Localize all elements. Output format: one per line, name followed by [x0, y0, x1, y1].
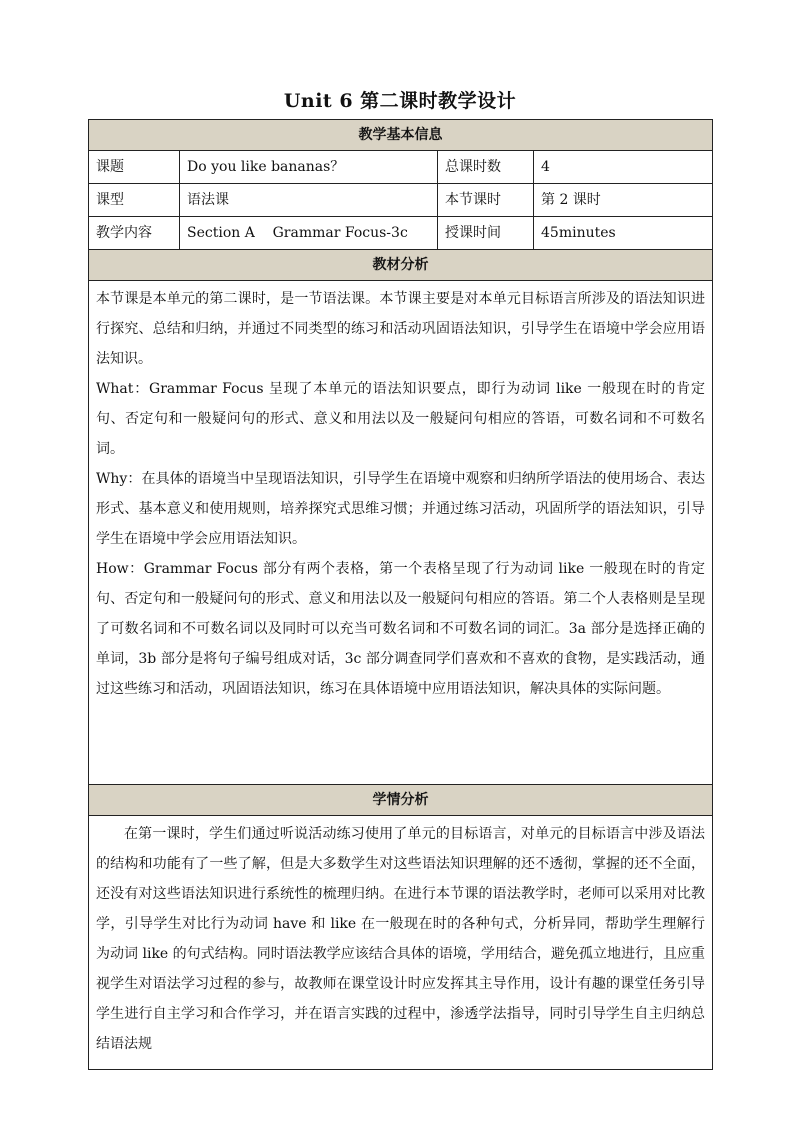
info-label: 课题 — [89, 151, 180, 184]
info-value: 4 — [534, 151, 713, 184]
textbook-analysis-header-row — [89, 250, 713, 281]
learner-analysis-header-row — [89, 785, 713, 816]
textbook-analysis-body — [89, 281, 713, 785]
basic-info-heading: 教学基本信息 — [89, 120, 713, 151]
info-label: 总课时数 — [438, 151, 534, 184]
learner-analysis-body — [89, 816, 713, 1070]
info-label: 本节课时 — [438, 184, 534, 217]
info-value: 语法课 — [180, 184, 438, 217]
analysis-paragraph: Why：在具体的语境当中呈现语法知识，引导学生在语境中观察和归纳所学语法的使用场合、表达形式、基本意义和使用规则，培养探究式思维习惯；并通过练习活动，巩固所学的语法知识，引导学生在语境中学会应用语法知识。 — [96, 471, 705, 547]
info-value: Section A Grammar Focus-3c — [180, 217, 438, 250]
learner-analysis-row — [89, 816, 713, 1070]
info-label: 教学内容 — [89, 217, 180, 250]
info-value: 45minutes — [534, 217, 713, 250]
info-row — [89, 184, 713, 217]
info-label: 授课时间 — [438, 217, 534, 250]
learner-paragraph: 在第一课时，学生们通过听说活动练习使用了单元的目标语言，对单元的目标语言中涉及语法的结构和功能有了一些了解，但是大多数学生对这些语法知识理解的还不透彻，掌握的还不全面，还没有对这些语法知识进行系统性的梳理归纳。在进行本节课的语法教学时，老师可以采用对比教学，引导学生对比行为动词 have 和 like 在一般现在时的各种句式，分析异同，帮助学生理解行为动词 like 的句式结构。同时语法教学应该结合具体的语境，学用结合，避免孤立地进行，且应重视学生对语法学习过程的参与，故教师在课堂设计时应发挥其主导作用，设计有趣的课堂任务引导学生进行自主学习和合作学习，并在语言实践的过程中，渗透学法指导，同时引导学生自主归纳总结语法规 — [96, 826, 705, 1052]
info-row — [89, 151, 713, 184]
lesson-plan-table — [88, 119, 713, 1070]
analysis-paragraph: 本节课是本单元的第二课时，是一节语法课。本节课主要是对本单元目标语言所涉及的语法知识进行探究、总结和归纳，并通过不同类型的练习和活动巩固语法知识，引导学生在语境中学会应用语法知识。 — [96, 291, 705, 367]
info-label: 课型 — [89, 184, 180, 217]
document-title: Unit 6 第二课时教学设计 — [283, 90, 517, 112]
info-value: Do you like bananas？ — [180, 151, 438, 184]
analysis-paragraph: How：Grammar Focus 部分有两个表格，第一个表格呈现了行为动词 like 一般现在时的肯定句、否定句和一般疑问句的形式、意义和用法以及一般疑问句相应的答语。第二个人表格则是呈现了可数名词和不可数名词以及同时可以充当可数名词和不可数名词的词汇。3a 部分是选择正确的单词，3b 部分是将句子编号组成对话，3c 部分调查同学们喜欢和不喜欢的食物，是实践活动，通过这些练习和活动，巩固语法知识，练习在具体语境中应用语法知识，解决具体的实际问题。 — [96, 561, 705, 697]
textbook-analysis-row — [89, 281, 713, 785]
basic-info-header-row — [89, 120, 713, 151]
info-row — [89, 217, 713, 250]
learner-analysis-heading: 学情分析 — [89, 785, 713, 816]
textbook-analysis-heading: 教材分析 — [89, 250, 713, 281]
info-value: 第 2 课时 — [534, 184, 713, 217]
analysis-paragraph: What：Grammar Focus 呈现了本单元的语法知识要点，即行为动词 like 一般现在时的肯定句、否定句和一般疑问句的形式、意义和用法以及一般疑问句相应的答语，可数名词和不可数名词。 — [96, 381, 705, 457]
